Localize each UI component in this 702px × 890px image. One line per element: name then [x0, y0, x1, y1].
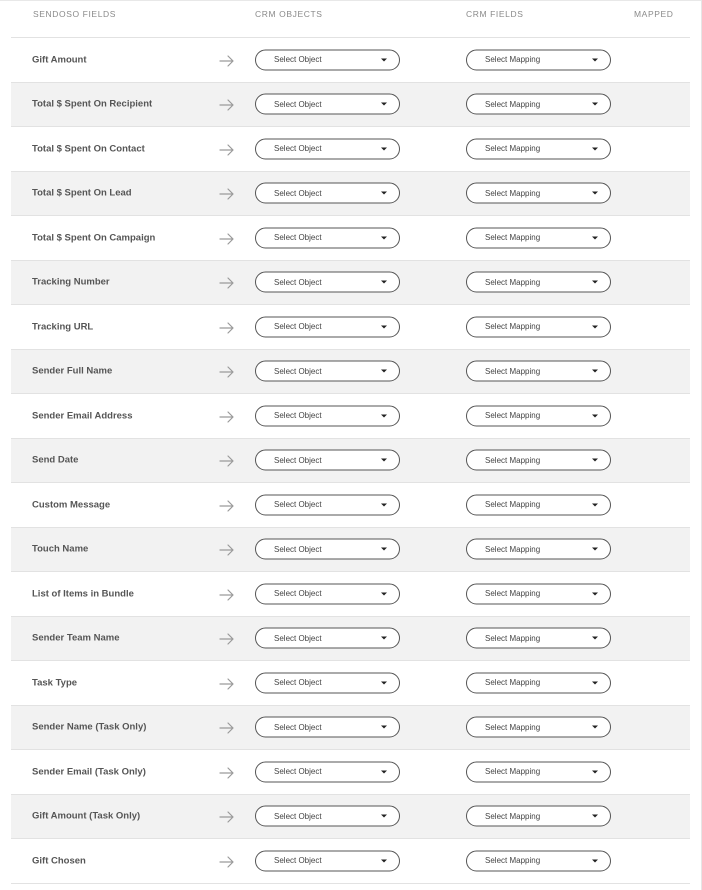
crm-object-select[interactable]: [255, 450, 400, 471]
arrow-right-icon: [219, 543, 235, 555]
caret-down-icon: [381, 325, 387, 328]
caret-down-icon: [381, 58, 387, 61]
crm-object-select[interactable]: [255, 539, 400, 560]
mapping-row: [11, 795, 690, 840]
crm-field-mapping-select[interactable]: [466, 49, 611, 70]
arrow-right-icon: [219, 232, 235, 244]
mapping-row: [11, 83, 690, 128]
crm-object-select[interactable]: [255, 717, 400, 738]
mapping-row: [11, 617, 690, 662]
caret-down-icon: [381, 503, 387, 506]
crm-object-select[interactable]: [255, 49, 400, 70]
caret-down-icon: [381, 859, 387, 862]
caret-down-icon: [592, 592, 598, 595]
crm-object-select-value: Select Object: [274, 277, 322, 287]
caret-down-icon: [592, 147, 598, 150]
mapping-row: [11, 572, 690, 617]
caret-down-icon: [592, 58, 598, 61]
crm-field-mapping-select[interactable]: [466, 450, 611, 471]
caret-down-icon: [592, 548, 598, 551]
mapping-row: [11, 483, 690, 528]
crm-object-select-value: Select Object: [274, 366, 322, 376]
caret-down-icon: [592, 370, 598, 373]
crm-object-select[interactable]: [255, 628, 400, 649]
crm-field-mapping-select[interactable]: [466, 583, 611, 604]
arrow-right-icon: [219, 766, 235, 778]
sendoso-field-label: Sender Full Name: [32, 365, 113, 377]
crm-field-mapping-select[interactable]: [466, 316, 611, 337]
arrow-right-icon: [219, 721, 235, 733]
arrow-right-icon: [219, 855, 235, 867]
header-crm-objects: CRM OBJECTS: [255, 9, 323, 19]
crm-field-mapping-select[interactable]: [466, 539, 611, 560]
crm-object-select[interactable]: [255, 583, 400, 604]
crm-object-select-value: Select Object: [274, 589, 322, 599]
crm-object-select-value: Select Object: [274, 55, 322, 65]
sendoso-field-label: Sender Email (Task Only): [32, 766, 146, 778]
arrow-right-icon: [219, 454, 235, 466]
caret-down-icon: [592, 281, 598, 284]
crm-object-select-value: Select Object: [274, 500, 322, 510]
mapping-row: [11, 261, 690, 306]
caret-down-icon: [592, 681, 598, 684]
mapping-row: [11, 394, 690, 439]
crm-field-mapping-select[interactable]: [466, 227, 611, 248]
sendoso-field-label: Touch Name: [32, 543, 89, 555]
sendoso-field-label: Task Type: [32, 677, 78, 689]
crm-field-mapping-select-value: Select Mapping: [485, 633, 541, 643]
caret-down-icon: [592, 859, 598, 862]
crm-field-mapping-select[interactable]: [466, 761, 611, 782]
crm-field-mapping-select-value: Select Mapping: [485, 544, 541, 554]
crm-object-select[interactable]: [255, 94, 400, 115]
sendoso-field-label: Total $ Spent On Contact: [32, 143, 145, 155]
sendoso-field-label: Sender Name (Task Only): [32, 721, 147, 733]
crm-field-mapping-select[interactable]: [466, 94, 611, 115]
crm-field-mapping-select-value: Select Mapping: [485, 500, 541, 510]
crm-field-mapping-select-value: Select Mapping: [485, 811, 541, 821]
mapping-row: [11, 350, 690, 395]
crm-field-mapping-select-value: Select Mapping: [485, 322, 541, 332]
crm-object-select-value: Select Object: [274, 455, 322, 465]
crm-object-select[interactable]: [255, 850, 400, 871]
crm-field-mapping-select-value: Select Mapping: [485, 589, 541, 599]
crm-field-mapping-select[interactable]: [466, 272, 611, 293]
caret-down-icon: [381, 815, 387, 818]
mapping-row: [11, 661, 690, 706]
crm-object-select[interactable]: [255, 138, 400, 159]
sendoso-field-label: Sender Email Address: [32, 410, 133, 422]
crm-object-select[interactable]: [255, 761, 400, 782]
field-mapping-table: [11, 37, 690, 884]
crm-field-mapping-select-value: Select Mapping: [485, 722, 541, 732]
crm-field-mapping-select[interactable]: [466, 138, 611, 159]
arrow-right-icon: [219, 677, 235, 689]
crm-object-select-value: Select Object: [274, 188, 322, 198]
mapping-row: [11, 127, 690, 172]
header-crm-fields: CRM FIELDS: [466, 9, 524, 19]
caret-down-icon: [381, 370, 387, 373]
crm-field-mapping-select-value: Select Mapping: [485, 366, 541, 376]
crm-object-select[interactable]: [255, 316, 400, 337]
crm-object-select[interactable]: [255, 361, 400, 382]
table-header: [0, 0, 702, 38]
crm-field-mapping-select-value: Select Mapping: [485, 678, 541, 688]
crm-object-select-value: Select Object: [274, 544, 322, 554]
crm-object-select-value: Select Object: [274, 233, 322, 243]
crm-object-select-value: Select Object: [274, 144, 322, 154]
caret-down-icon: [592, 726, 598, 729]
caret-down-icon: [381, 592, 387, 595]
caret-down-icon: [381, 548, 387, 551]
caret-down-icon: [381, 770, 387, 773]
caret-down-icon: [592, 815, 598, 818]
mapping-row: [11, 706, 690, 751]
sendoso-field-label: Tracking Number: [32, 276, 110, 288]
crm-object-select[interactable]: [255, 272, 400, 293]
crm-field-mapping-select[interactable]: [466, 183, 611, 204]
caret-down-icon: [381, 103, 387, 106]
sendoso-field-label: Send Date: [32, 454, 79, 466]
sendoso-field-label: Gift Amount: [32, 54, 87, 66]
header-mapped: MAPPED: [634, 9, 674, 19]
arrow-right-icon: [219, 54, 235, 66]
crm-object-select-value: Select Object: [274, 99, 322, 109]
arrow-right-icon: [219, 499, 235, 511]
sendoso-field-label: Custom Message: [32, 499, 111, 511]
sendoso-field-label: Total $ Spent On Recipient: [32, 98, 153, 110]
crm-field-mapping-select-value: Select Mapping: [485, 144, 541, 154]
caret-down-icon: [592, 192, 598, 195]
sendoso-field-label: Gift Amount (Task Only): [32, 810, 141, 822]
crm-object-select-value: Select Object: [274, 411, 322, 421]
crm-field-mapping-select-value: Select Mapping: [485, 767, 541, 777]
arrow-right-icon: [219, 276, 235, 288]
crm-field-mapping-select[interactable]: [466, 672, 611, 693]
crm-object-select[interactable]: [255, 227, 400, 248]
crm-field-mapping-select-value: Select Mapping: [485, 411, 541, 421]
crm-field-mapping-select-value: Select Mapping: [485, 55, 541, 65]
caret-down-icon: [381, 681, 387, 684]
crm-object-select[interactable]: [255, 405, 400, 426]
crm-object-select[interactable]: [255, 806, 400, 827]
arrow-right-icon: [219, 321, 235, 333]
arrow-right-icon: [219, 810, 235, 822]
mapping-row: [11, 172, 690, 217]
mapping-row: [11, 305, 690, 350]
caret-down-icon: [381, 147, 387, 150]
sendoso-field-label: Gift Chosen: [32, 855, 86, 867]
caret-down-icon: [592, 103, 598, 106]
crm-field-mapping-select-value: Select Mapping: [485, 277, 541, 287]
sendoso-field-label: Total $ Spent On Lead: [32, 187, 132, 199]
arrow-right-icon: [219, 632, 235, 644]
mapping-row: [11, 38, 690, 83]
arrow-right-icon: [219, 98, 235, 110]
mapping-row: [11, 439, 690, 484]
arrow-right-icon: [219, 588, 235, 600]
sendoso-field-label: Sender Team Name: [32, 632, 120, 644]
crm-field-mapping-select-value: Select Mapping: [485, 188, 541, 198]
caret-down-icon: [592, 414, 598, 417]
caret-down-icon: [381, 459, 387, 462]
crm-object-select-value: Select Object: [274, 856, 322, 866]
crm-object-select-value: Select Object: [274, 322, 322, 332]
mapping-row: [11, 216, 690, 261]
crm-field-mapping-select-value: Select Mapping: [485, 856, 541, 866]
crm-object-select-value: Select Object: [274, 811, 322, 821]
crm-object-select[interactable]: [255, 672, 400, 693]
caret-down-icon: [381, 637, 387, 640]
caret-down-icon: [592, 637, 598, 640]
caret-down-icon: [592, 770, 598, 773]
sendoso-field-label: Total $ Spent On Campaign: [32, 232, 156, 244]
header-sendoso-fields: SENDOSO FIELDS: [33, 9, 117, 19]
crm-field-mapping-select[interactable]: [466, 806, 611, 827]
caret-down-icon: [381, 192, 387, 195]
caret-down-icon: [592, 325, 598, 328]
arrow-right-icon: [219, 410, 235, 422]
arrow-right-icon: [219, 365, 235, 377]
crm-object-select-value: Select Object: [274, 633, 322, 643]
crm-field-mapping-select[interactable]: [466, 717, 611, 738]
crm-field-mapping-select[interactable]: [466, 850, 611, 871]
caret-down-icon: [381, 236, 387, 239]
caret-down-icon: [592, 236, 598, 239]
crm-field-mapping-select[interactable]: [466, 361, 611, 382]
mapping-row: [11, 839, 690, 884]
crm-field-mapping-select[interactable]: [466, 628, 611, 649]
crm-object-select[interactable]: [255, 183, 400, 204]
crm-field-mapping-select-value: Select Mapping: [485, 99, 541, 109]
sendoso-field-label: Tracking URL: [32, 321, 94, 333]
crm-object-select-value: Select Object: [274, 767, 322, 777]
crm-field-mapping-select[interactable]: [466, 405, 611, 426]
caret-down-icon: [381, 414, 387, 417]
crm-object-select-value: Select Object: [274, 722, 322, 732]
caret-down-icon: [381, 726, 387, 729]
crm-field-mapping-select[interactable]: [466, 494, 611, 515]
crm-object-select-value: Select Object: [274, 678, 322, 688]
sendoso-field-label: List of Items in Bundle: [32, 588, 134, 600]
mapping-row: [11, 750, 690, 795]
caret-down-icon: [381, 281, 387, 284]
crm-object-select[interactable]: [255, 494, 400, 515]
arrow-right-icon: [219, 187, 235, 199]
crm-field-mapping-select-value: Select Mapping: [485, 233, 541, 243]
arrow-right-icon: [219, 143, 235, 155]
mapping-row: [11, 528, 690, 573]
caret-down-icon: [592, 503, 598, 506]
crm-field-mapping-select-value: Select Mapping: [485, 455, 541, 465]
caret-down-icon: [592, 459, 598, 462]
